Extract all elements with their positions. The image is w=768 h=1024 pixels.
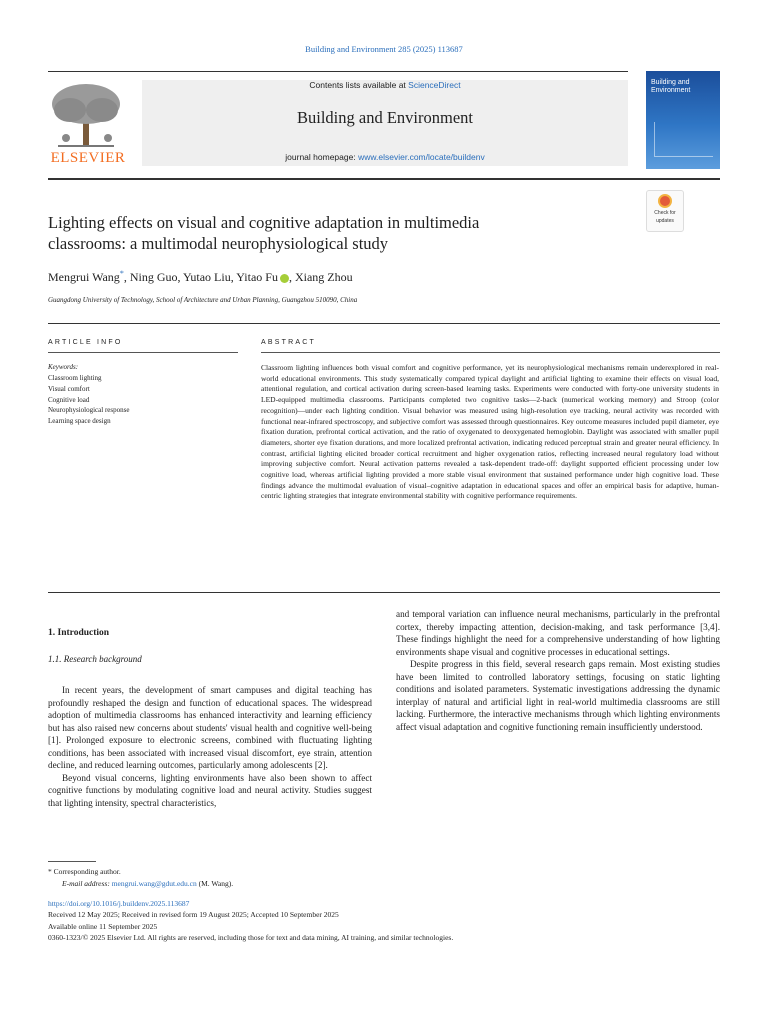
info-top-rule [48,323,720,324]
keywords-label: Keywords: [48,363,79,371]
author-name[interactable]: Yutao Liu [183,270,231,284]
orcid-icon[interactable] [280,274,289,283]
email-suffix: (M. Wang). [198,878,234,888]
paper-title [48,212,608,254]
received-dates: Received 12 May 2025; Received in revised form 19 August 2025; Accepted 10 September 2025 [48,910,339,920]
author-list: Mengrui Wang*, Ning Guo, Yutao Liu, Yitao Fu , Xiang Zhou [48,269,353,284]
right-column [396,608,720,733]
title-line-2: classrooms: a multimodal neurophysiological study [48,234,389,253]
abstract-rule [261,352,720,353]
corresponding-author-note: * Corresponding author. [48,867,121,876]
article-info-rule [48,352,238,353]
title-line-1: Lighting effects on visual and cognitive adaptation in multimedia [48,213,480,232]
homepage-link[interactable]: www.elsevier.com/locate/buildenv [358,152,485,162]
subsection-heading: 1.1. Research background [48,654,142,664]
journal-homepage [142,152,628,162]
author-name[interactable]: Xiang Zhou [294,270,353,284]
masthead-bottom-rule [48,178,720,180]
badge-line-1: Check for [654,210,676,216]
contents-prefix: Contents lists available at [309,80,409,90]
keyword-item: Visual comfort [48,384,90,393]
keyword-list [48,373,129,427]
email-link[interactable]: mengrui.wang@gdut.edu.cn [111,878,197,888]
footnote-rule [48,861,96,862]
email-label: E-mail address: [62,878,110,888]
paragraph: In recent years, the development of smart campuses and digital teaching has profoundly reshaped the design and function of educational spaces. The widespread adoption of multimedia classrooms has enhanced interactivity and learning efficiency but has also raised new concerns about students' visual health and cognitive well-being [1]. Prolonged exposure to electronic screens, combined with fluctuating lighting conditions, has been associated with increased visual discomfort, eye strain, attention decline, and reduced learning outcomes, particularly among adolescents [2]. [48,685,372,770]
cover-graphic [654,122,713,157]
journal-reference[interactable]: Building and Environment 285 (2025) 113687 [305,44,463,54]
author-name[interactable]: Yitao Fu [236,270,278,284]
keyword-item: Classroom lighting [48,374,102,382]
sciencedirect-link[interactable]: ScienceDirect [408,80,461,90]
badge-line-2: updates [656,218,674,224]
abstract-bottom-rule [48,592,720,593]
abstract-heading: ABSTRACT [261,339,316,346]
left-column [48,684,372,809]
affiliation: Guangdong University of Technology, School of Architecture and Urban Planning, Guangzhou 510090, China [48,296,358,304]
author-name[interactable]: Ning Guo [129,270,178,284]
author-name[interactable]: Mengrui Wang [48,270,120,284]
paragraph: Beyond visual concerns, lighting environments have also been shown to affect cognitive functions by modulating cognitive load and neural activity. Studies suggest that lighting intensity, spectral characteristics, [48,772,372,808]
keyword-item: Cognitive load [48,395,90,404]
journal-title: Building and Environment [297,108,473,127]
contents-line [142,80,628,90]
update-check-icon [658,194,672,208]
paragraph: Despite progress in this field, several research gaps remain. Most existing studies have been limited to controlled laboratory settings, focusing on static lighting conditions and isolated parameters. Systematic investigations addressing the dynamic interplay of natural and artificial light in real-world multimedia classrooms are still lacking. Furthermore, the interactive mechanisms through which lighting environments affect visual adaptation and cognitive functioning remain insufficiently understood. [396,659,720,732]
abstract-text: Classroom lighting influences both visual comfort and cognitive performance, yet its neurophysiological mechanisms remain underexplored in real-world educational environments. This study systematically compared typical daylight and artificial lighting to examine their effects on visual load, attentional regulation, and cortical activation during screen-based learning tasks. Experiments were conducted with forty-one university students in LED-equipped multimedia classrooms. Participants completed two cognitive tasks—2-back (numerical working memory) and Stroop (color recognition)—under each lighting condition. Visual behavior was measured using high-resolution eye tracking, neural activity was recorded with functional near-infrared spectroscopy, and subjective comfort was assessed through questionnaires. Key outcome measures included pupil diameter, eye fixation duration, prefrontal cortical activation, and the ratio of oxygenated to deoxygenated hemoglobin. Daylight was associated with smaller pupil diameters, shorter eye fixation durations, and more localized prefrontal activation, indicating reduced perceptual strain and greater neural efficiency. In contrast, artificial lighting elicited broader cortical recruitment and higher oxygenation ratios, reflecting increased neural regulatory load without improving subjective comfort. Neural activation patterns revealed a task-dependent trade-off: daylight supported efficient processing under low cognitive load, whereas artificial lighting provided a more stable visual environment that sustained performance under high cognitive load. These findings advance the multimodal evaluation of visual–cognitive adaptation in educational spaces and offer an empirical basis for adaptive, human-centric lighting strategies that integrate environmental stability with cognitive performance requirements. [261,363,719,501]
corresponding-mark[interactable]: * [119,269,124,278]
check-for-updates-badge[interactable] [646,190,684,232]
keyword-item: Learning space design [48,417,111,426]
homepage-label: journal homepage: [285,152,356,162]
footnotes [48,866,233,889]
doi-link[interactable]: https://doi.org/10.1016/j.buildenv.2025.113687 [48,899,190,908]
journal-cover-thumbnail[interactable] [646,71,720,169]
cover-title: Building and Environment [651,79,691,94]
masthead-top-rule [48,71,628,72]
paragraph: and temporal variation can influence neural mechanisms, particularly in the prefrontal cortex, thereby impacting attention, decision-making, and task performance [3,4]. These findings highlight the need for a comprehensive understanding of how lighting environments shape visual and cognitive processes in educational settings. [396,609,720,657]
email-line [48,878,233,890]
article-metadata [48,898,453,943]
online-date: Available online 11 September 2025 [48,921,158,931]
publisher-name: ELSEVIER [50,150,126,166]
keyword-item: Neurophysiological response [48,406,130,415]
article-info-heading: ARTICLE INFO [48,339,123,346]
copyright-line: 0360-1323/© 2025 Elsevier Ltd. All rights are reserved, including those for text and data mining, AI training, and similar technologies. [48,932,454,942]
section-heading: 1. Introduction [48,628,110,638]
